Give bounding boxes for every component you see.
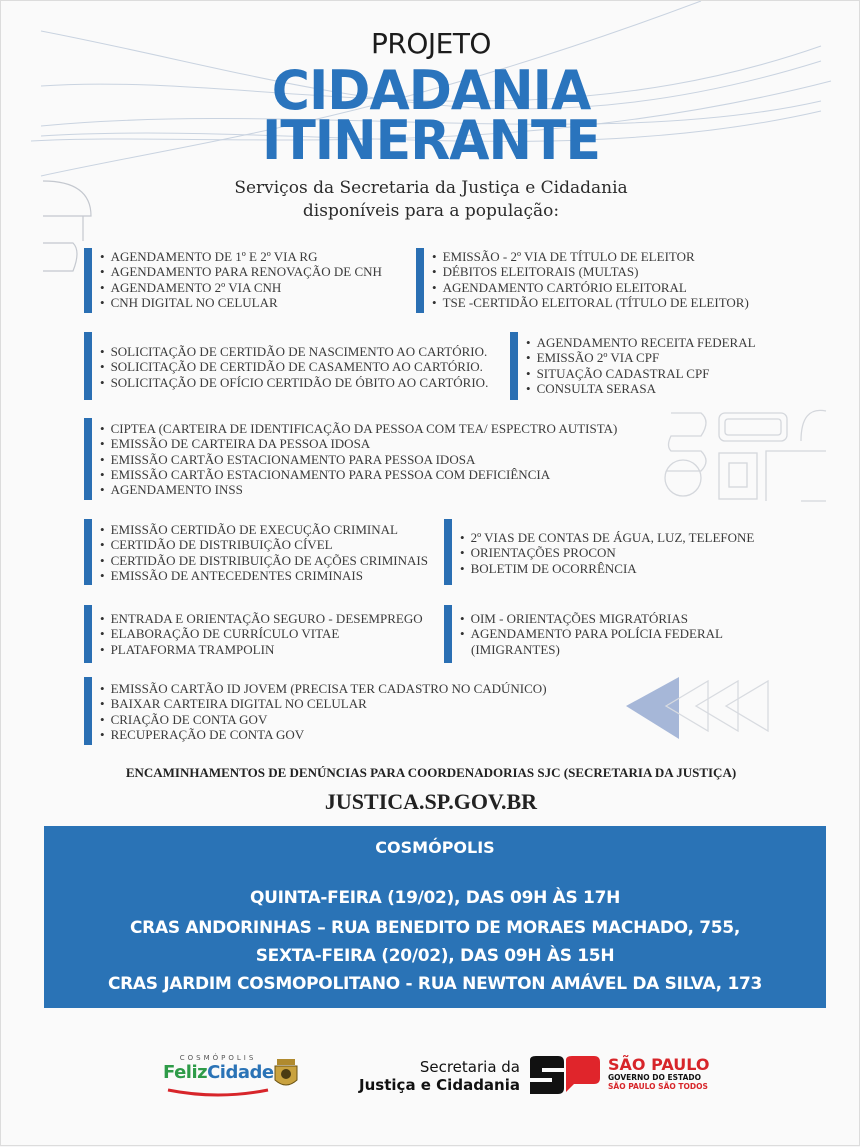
logos-footer <box>1 1046 860 1106</box>
sp-outline-shape <box>665 410 826 501</box>
list-item: • BOLETIM DE OCORRÊNCIA <box>460 561 754 576</box>
list-item: • EMISSÃO CARTÃO ID JOVEM (PRECISA TER CADASTRO NO CADÚNICO) <box>100 681 547 696</box>
address-line-2: CRAS JARDIM COSMOPOLITANO - RUA NEWTON AMÁVEL DA SILVA, 173 <box>107 974 763 994</box>
secretaria-logo: Secretaria da Justiça e Cidadania <box>359 1058 520 1094</box>
sp-government-logo: SÃO PAULO GOVERNO DO ESTADO SÃO PAULO SÃO TODOS <box>608 1055 710 1091</box>
subtitle <box>1 177 860 223</box>
services-block-migration <box>444 605 723 663</box>
list-item: • AGENDAMENTO PARA POLÍCIA FEDERAL <box>460 626 723 641</box>
services-block-criminal <box>84 519 428 585</box>
website-link[interactable]: JUSTICA.SP.GOV.BR <box>324 789 538 814</box>
services-block-cards <box>84 418 617 500</box>
services-block-cpf <box>510 332 756 400</box>
list-item: • EMISSÃO CARTÃO ESTACIONAMENTO PARA PESSOA IDOSA <box>100 452 617 467</box>
list-item: • AGENDAMENTO CARTÓRIO ELEITORAL <box>432 280 749 295</box>
list-item-continuation: (IMIGRANTES) <box>471 641 560 657</box>
list-item: • SITUAÇÃO CADASTRAL CPF <box>526 366 756 381</box>
list-item: • SOLICITAÇÃO DE CERTIDÃO DE NASCIMENTO AO CARTÓRIO. <box>100 344 488 359</box>
services-block-bills <box>444 519 754 585</box>
list-item: • 2º VIAS DE CONTAS DE ÁGUA, LUZ, TELEFONE <box>460 530 754 545</box>
list-item: • EMISSÃO DE CARTEIRA DA PESSOA IDOSA <box>100 436 617 451</box>
list-item: • AGENDAMENTO INSS <box>100 482 617 497</box>
list-item: • AGENDAMENTO RECEITA FEDERAL <box>526 335 756 350</box>
list-item: • AGENDAMENTO DE 1º E 2º VIA RG <box>100 249 382 264</box>
list-item: • EMISSÃO DE ANTECEDENTES CRIMINAIS <box>100 568 428 583</box>
sp-logo-icon <box>528 1056 600 1094</box>
schedule-line-1: QUINTA-FEIRA (19/02), DAS 09H ÀS 17H <box>249 888 621 908</box>
list-item: • PLATAFORMA TRAMPOLIN <box>100 642 423 657</box>
list-item: • CRIAÇÃO DE CONTA GOV <box>100 712 547 727</box>
schedule-line-2: SEXTA-FEIRA (20/02), DAS 09H ÀS 15H <box>255 946 615 966</box>
list-item: • ELABORAÇÃO DE CURRÍCULO VITAE <box>100 626 423 641</box>
list-item: • ENTRADA E ORIENTAÇÃO SEGURO - DESEMPREGO <box>100 611 423 626</box>
title-line-2: ITINERANTE <box>261 109 600 173</box>
list-item: • SOLICITAÇÃO DE CERTIDÃO DE CASAMENTO AO CARTÓRIO. <box>100 359 488 374</box>
list-item: • CONSULTA SERASA <box>526 381 756 396</box>
list-item: • EMISSÃO - 2º VIA DE TÍTULO DE ELEITOR <box>432 249 749 264</box>
city-crest-icon <box>271 1058 301 1090</box>
services-block-certidoes <box>84 332 488 400</box>
list-item: • SOLICITAÇÃO DE OFÍCIO CERTIDÃO DE ÓBITO AO CARTÓRIO. <box>100 375 488 390</box>
list-item: • EMISSÃO CERTIDÃO DE EXECUÇÃO CRIMINAL <box>100 522 428 537</box>
services-block-digital <box>84 677 547 745</box>
list-item: • EMISSÃO 2º VIA CPF <box>526 350 756 365</box>
list-item: • CNH DIGITAL NO CELULAR <box>100 295 382 310</box>
list-item: • AGENDAMENTO PARA RENOVAÇÃO DE CNH <box>100 264 382 279</box>
feliz-cidade-logo: COSMÓPOLIS FelizCidade <box>163 1054 274 1102</box>
schedule-banner <box>44 826 826 1008</box>
list-item: • RECUPERAÇÃO DE CONTA GOV <box>100 727 547 742</box>
list-item: • DÉBITOS ELEITORAIS (MULTAS) <box>432 264 749 279</box>
list-item: • AGENDAMENTO 2º VIA CNH <box>100 280 382 295</box>
services-block-id-cnh <box>84 248 382 313</box>
list-item: • EMISSÃO CARTÃO ESTACIONAMENTO PARA PESSOA COM DEFICIÊNCIA <box>100 467 617 482</box>
subtitle-line-2: disponíveis para a população: <box>302 201 560 221</box>
services-block-employment <box>84 605 423 663</box>
list-item: • OIM - ORIENTAÇÕES MIGRATÓRIAS <box>460 611 723 626</box>
list-item: • TSE -CERTIDÃO ELEITORAL (TÍTULO DE ELEITOR) <box>432 295 749 310</box>
subtitle-line-1: Serviços da Secretaria da Justiça e Cidadania <box>234 178 628 198</box>
services-block-electoral <box>416 248 749 313</box>
title-line-1: CIDADANIA <box>271 59 591 123</box>
smile-swoosh-icon <box>163 1088 273 1098</box>
list-item: • BAIXAR CARTEIRA DIGITAL NO CELULAR <box>100 696 547 711</box>
triangles-shape <box>626 677 768 739</box>
city-name: COSMÓPOLIS <box>375 838 495 857</box>
list-item: • CIPTEA (CARTEIRA DE IDENTIFICAÇÃO DA PESSOA COM TEA/ ESPECTRO AUTISTA) <box>100 421 617 436</box>
list-item: • CERTIDÃO DE DISTRIBUIÇÃO CÍVEL <box>100 537 428 552</box>
pre-title: PROJETO <box>371 27 491 60</box>
list-item: • CERTIDÃO DE DISTRIBUIÇÃO DE AÇÕES CRIMINAIS <box>100 553 428 568</box>
address-line-1: CRAS ANDORINHAS – RUA BENEDITO DE MORAES MACHADO, 755, <box>130 918 740 938</box>
list-item: • ORIENTAÇÕES PROCON <box>460 545 754 560</box>
complaints-note: ENCAMINHAMENTOS DE DENÚNCIAS PARA COORDENADORIAS SJC (SECRETARIA DA JUSTIÇA) <box>125 765 737 780</box>
